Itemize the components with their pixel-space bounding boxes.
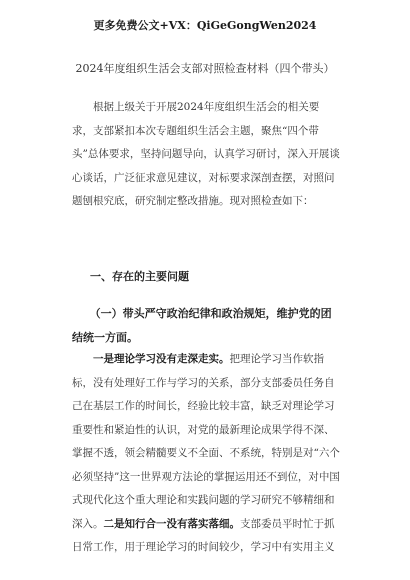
point-one-text: 把理论学习当作软指标，没有处理好工作与学习的关系，部分支部委员任务自己在基层工作的时间长，经验比较丰富，缺乏对理论学习重要性和紧迫性的认识，对党的最新理论成果学得不深、掌握不透，领会精髓要义不全面、不系统，特别是对“六个必须坚持”这一世界观方法论的掌握运用还不到位，对中国式现代化这个重大理论和实践问题的学习研究不够精细和深入。 (72, 353, 340, 530)
point-two-text: 支部委员平时忙于抓日常工作，用于理论学习的时间较少，学习中有实用主义 (72, 517, 335, 553)
intro-paragraph: 根据上级关于开展2024年度组织生活会的相关要求，支部紧扣本次专题组织生活会主题，聚焦“四个带头”总体要求，坚持问题导向，认真学习研讨，深入开展谈心谈话，广泛征求意见建议，对标要求深剖查摆，对照问题刨根究底，研究制定整改措施。现对照检查如下： (72, 101, 340, 207)
body-paragraph (72, 348, 340, 560)
section-heading: 一、存在的主要问题 (90, 270, 189, 283)
promo-header: 更多免费公文+VX：QiGeGongWen2024 (93, 19, 317, 32)
document-title: 2024年度组织生活会支部对照检查材料（四个带头） (75, 62, 335, 75)
subsection-heading: （一）带头严守政治纪律和政治规矩，维护党的团结统一方面。 (72, 307, 332, 344)
point-two-lead: 二是知行合一没有落实落细。 (103, 517, 240, 530)
point-one-lead: 一是理论学习没有走深走实。 (93, 353, 230, 365)
